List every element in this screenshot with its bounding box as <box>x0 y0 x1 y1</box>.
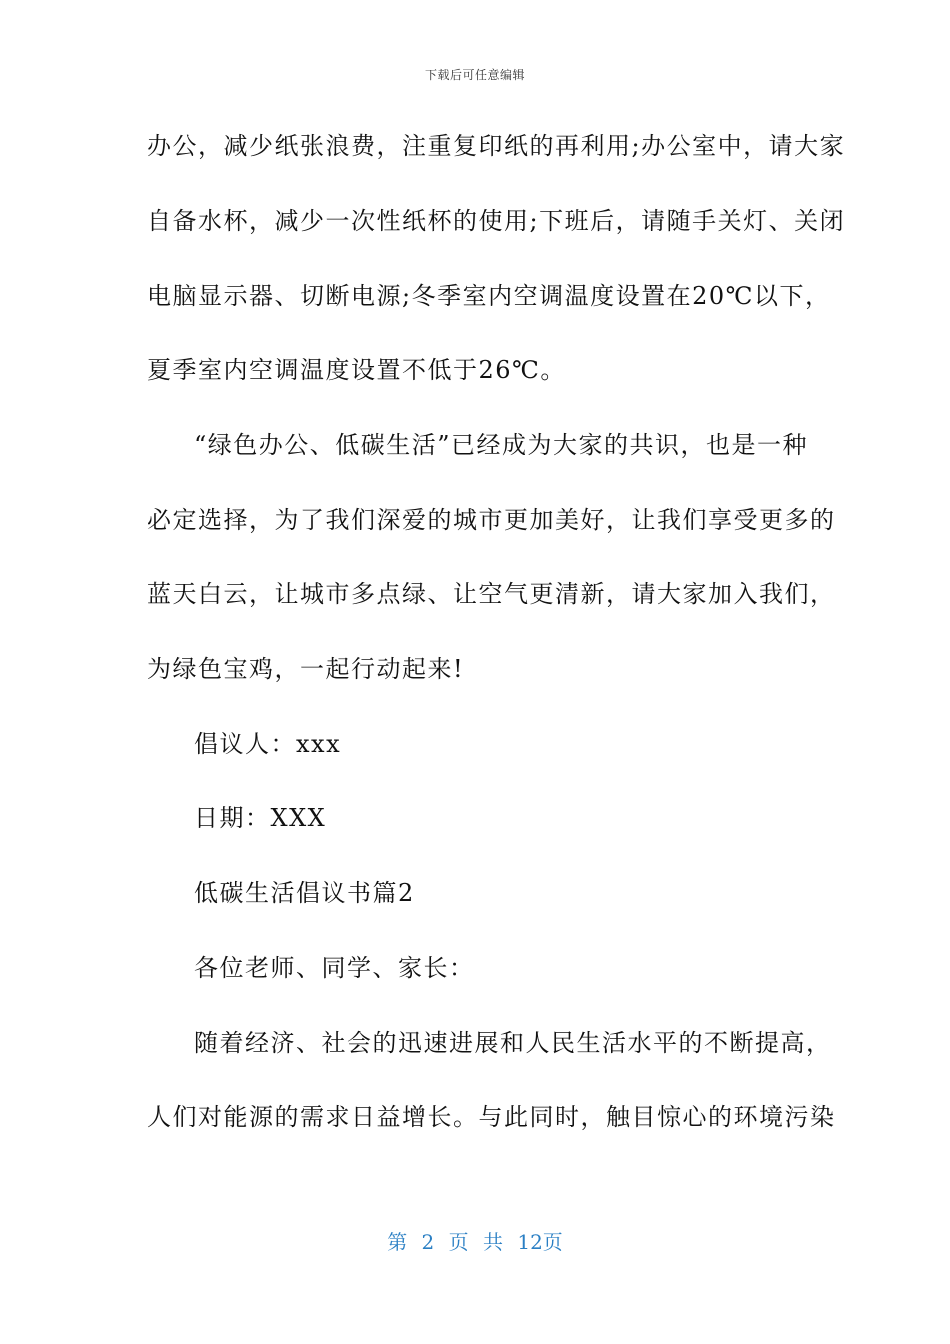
section-title: 低碳生活倡议书篇2 <box>194 879 415 907</box>
current-page-number: 2 <box>421 1230 435 1254</box>
body-line-5: “绿色办公、低碳生活”已经成为大家的共识，也是一种 <box>194 431 809 459</box>
body-line-14: 人们对能源的需求日益增长。与此同时，触目惊心的环境污染 <box>147 1103 836 1131</box>
date-line: 日期：XXX <box>194 804 327 832</box>
body-line-3: 电脑显示器、切断电源;冬季室内空调温度设置在20℃以下， <box>147 282 831 310</box>
body-line-13: 随着经济、社会的迅速进展和人民生活水平的不断提高， <box>194 1029 832 1057</box>
download-note: 下载后可任意编辑 <box>424 68 525 82</box>
body-line-2: 自备水杯，减少一次性纸杯的使用;下班后，请随手关灯、关闭 <box>147 207 846 235</box>
page-footer <box>0 1226 950 1255</box>
proposer-line: 倡议人：xxx <box>194 730 342 758</box>
body-line-7: 蓝天白云，让城市多点绿、让空气更清新，请大家加入我们， <box>147 580 836 608</box>
total-label: 共 <box>483 1230 503 1254</box>
page-label: 第 <box>387 1230 408 1254</box>
body-line-4: 夏季室内空调温度设置不低于26℃。 <box>147 356 566 384</box>
salutation-line: 各位老师、同学、家长： <box>194 954 475 982</box>
total-pages: 12页 <box>517 1230 563 1254</box>
page-unit: 页 <box>448 1230 469 1254</box>
body-line-6: 必定选择，为了我们深爱的城市更加美好，让我们享受更多的 <box>147 506 836 534</box>
body-line-1: 办公，减少纸张浪费，注重复印纸的再利用;办公室中，请大家 <box>147 132 846 160</box>
body-line-8: 为绿色宝鸡，一起行动起来! <box>147 655 465 683</box>
